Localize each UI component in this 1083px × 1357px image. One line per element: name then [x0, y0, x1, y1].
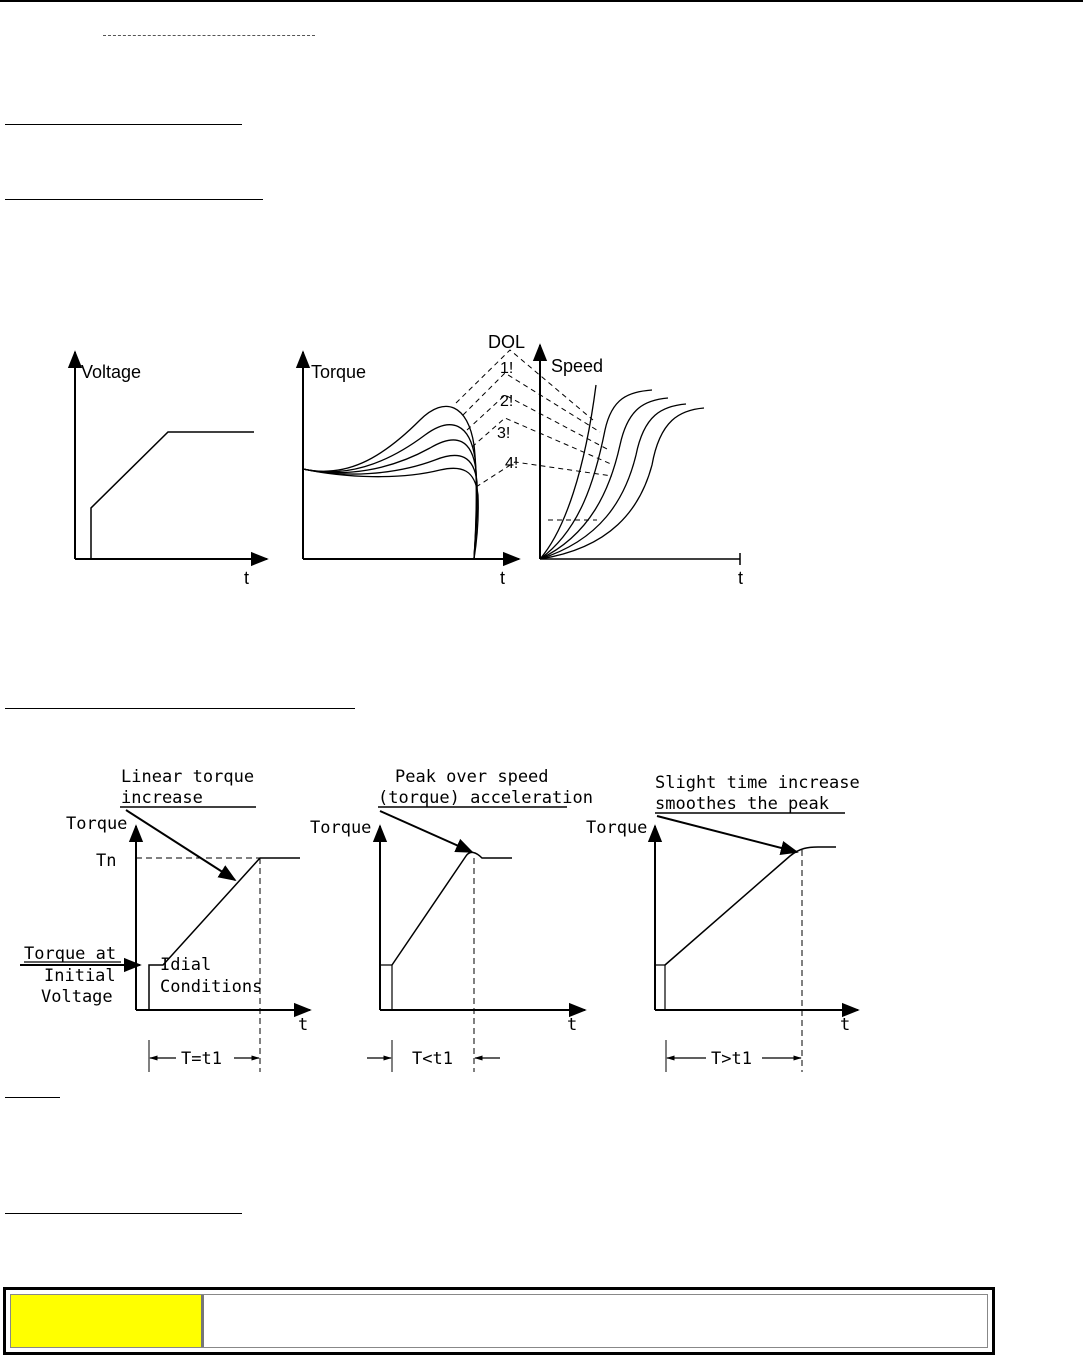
curve-label-4: 4!	[505, 455, 519, 472]
torque-chart	[303, 352, 519, 588]
speed-curve-3	[540, 404, 686, 559]
callout-accent-cell	[11, 1295, 204, 1347]
callout-box	[3, 1287, 995, 1355]
heading-underline-4	[5, 1213, 242, 1214]
curve-label-3: 3!	[497, 425, 511, 442]
panel1-initial-line3: Voltage	[41, 987, 113, 1007]
panel1-initial-line1: Torque at	[24, 944, 117, 964]
panel1-t-label: t	[298, 1015, 309, 1035]
heading-underline-3	[5, 708, 355, 709]
speed-axis-label: Speed	[551, 356, 604, 376]
torque-curve-1	[303, 425, 477, 559]
panel3-note-arrow	[657, 816, 797, 852]
curve-label-1: 1!	[500, 360, 514, 377]
dol-label: DOL	[488, 332, 526, 352]
panel3-t-label: t	[840, 1015, 851, 1035]
panel3-torque-curve	[665, 847, 836, 965]
panel2-torque-label: Torque	[310, 818, 372, 838]
panel1-tn-label: Tn	[96, 851, 117, 871]
panel1-initial-line2: Initial	[44, 966, 116, 986]
panel1-note-line2: increase	[121, 788, 203, 808]
callout-frame	[10, 1294, 988, 1348]
panel2-t-label: t	[567, 1015, 578, 1035]
voltage-ramp-curve	[91, 432, 254, 559]
dotted-leader	[103, 35, 315, 36]
top-rule	[0, 0, 1083, 2]
speed-curve-4	[540, 408, 704, 559]
panel3-note-line2: smoothes the peak	[655, 794, 829, 814]
panel2-note-arrow	[380, 811, 472, 852]
voltage-chart	[75, 352, 267, 588]
panel2-note-line2: (torque) acceleration	[378, 788, 593, 808]
panel3-torque-label: Torque	[586, 818, 648, 838]
speed-chart	[540, 345, 743, 588]
panel2-torque-curve	[392, 852, 512, 965]
panel3-initial-step	[655, 965, 665, 1010]
speed-time-label: t	[738, 568, 744, 588]
heading-underline-1	[5, 124, 242, 125]
torque-axis-label: Torque	[311, 362, 367, 382]
panel1-torque-label: Torque	[66, 814, 128, 834]
voltage-time-label: t	[244, 568, 250, 588]
ramp-panel-shorter	[310, 767, 593, 1072]
torque-curve-2	[303, 440, 477, 559]
ramp-panel-equal	[20, 767, 310, 1072]
curve-label-2: 2!	[500, 393, 514, 410]
ramp-time-figure	[0, 755, 880, 1080]
panel1-note-arrow	[126, 810, 235, 880]
panel2-initial-step	[380, 965, 392, 1010]
panel1-note-line1: Linear torque	[121, 767, 255, 787]
panel1-ideal-line1: Idial	[160, 955, 212, 975]
panel2-interval-label: T<t1	[412, 1049, 453, 1069]
note-underline	[5, 1097, 60, 1098]
panel3-note-line1: Slight time increase	[655, 773, 860, 793]
ramp-panel-longer	[586, 773, 860, 1072]
callout-content	[211, 1295, 987, 1347]
torque-curve-4	[303, 468, 478, 559]
panel1-interval-label: T=t1	[181, 1049, 222, 1069]
heading-underline-2	[5, 199, 263, 200]
panel3-interval-label: T>t1	[711, 1049, 752, 1069]
torque-curve-dol	[303, 406, 476, 559]
voltage-axis-label: Voltage	[81, 362, 142, 382]
panel2-note-line1: Peak over speed	[395, 767, 549, 787]
panel1-ideal-line2: Conditions	[160, 977, 263, 997]
soft-start-curves-figure	[0, 320, 800, 600]
torque-time-label: t	[500, 568, 506, 588]
